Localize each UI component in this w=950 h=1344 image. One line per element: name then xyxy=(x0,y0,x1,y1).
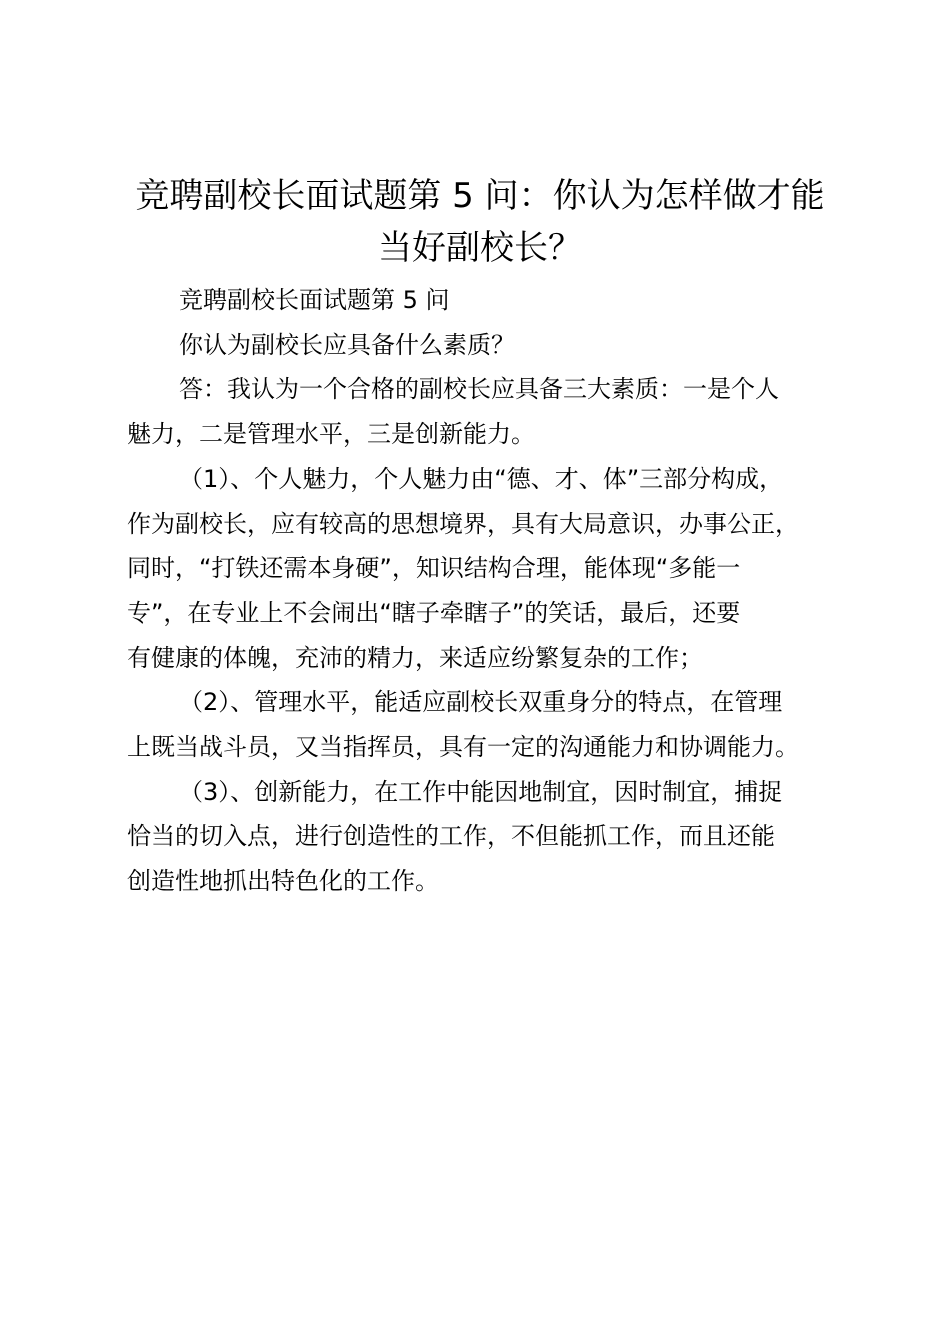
text-line: 答：我认为一个合格的副校长应具备三大素质：一是个人 xyxy=(179,375,779,404)
text-line: 你认为副校长应具备什么素质？ xyxy=(179,330,515,359)
title-line-1: 竞聘副校长面试题第 5 问：你认为怎样做才能 xyxy=(135,176,825,216)
text-line: 作为副校长，应有较高的思想境界，具有大局意识，办事公正， xyxy=(127,509,799,538)
text-line: 竞聘副校长面试题第 5 问 xyxy=(179,286,450,314)
text-line: （1）、个人魅力，个人魅力由“德、才、体”三部分构成， xyxy=(179,464,784,493)
text-line: 魅力，二是管理水平，三是创新能力。 xyxy=(127,420,535,449)
text-line: （3）、创新能力，在工作中能因地制宜，因时制宜，捕捉 xyxy=(179,777,783,806)
title-line-2: 当好副校长？ xyxy=(378,228,582,268)
document-title xyxy=(110,170,850,274)
text-line: 创造性地抓出特色化的工作。 xyxy=(127,867,439,896)
text-line: 恰当的切入点，进行创造性的工作，不但能抓工作，而且还能 xyxy=(127,822,775,851)
text-line: 专”，在专业上不会闹出“瞎子牵瞎子”的笑话，最后，还要 xyxy=(127,598,741,627)
text-line: 有健康的体魄，充沛的精力，来适应纷繁复杂的工作； xyxy=(127,643,703,672)
document-body xyxy=(127,278,847,904)
text-line: （2）、管理水平，能适应副校长双重身分的特点，在管理 xyxy=(179,688,783,717)
text-line: 同时，“打铁还需本身硬”，知识结构合理，能体现“多能一 xyxy=(127,554,741,583)
text-line: 上既当战斗员，又当指挥员，具有一定的沟通能力和协调能力。 xyxy=(127,733,799,762)
